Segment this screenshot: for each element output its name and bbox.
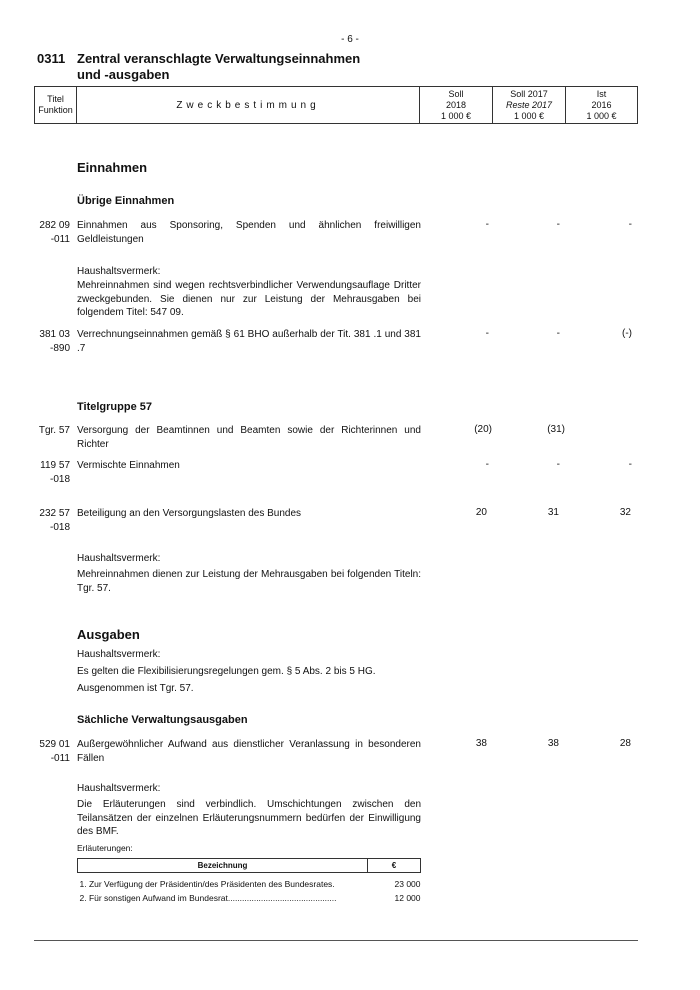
titel-number-line2: -018 (49, 521, 70, 533)
value-ist: - (628, 459, 632, 470)
titel-number-line2: -890 (49, 342, 70, 354)
chapter-number: 0311 (37, 51, 66, 66)
header-soll-year: 2018 (445, 99, 467, 110)
erl-row-value: 23 000 (394, 879, 421, 889)
vermerk-label: Haushaltsvermerk: (77, 783, 161, 794)
titel-number-line1: 232 57 (39, 508, 70, 519)
chapter-title (77, 51, 477, 83)
erl-row-label: 1. Zur Verfügung der Präsidentin/des Präsidenten des Bundesrates. (79, 879, 335, 889)
titel-text: Einnahmen aus Sponsoring, Spenden und ähnlichen freiwilligen Geldleistungen (77, 220, 421, 245)
heading-uebrige-einnahmen: Übrige Einnahmen (77, 195, 175, 207)
header-ist-label: Ist (596, 88, 607, 99)
header-titel: Titel (47, 94, 64, 104)
footer-divider (34, 940, 638, 941)
titelgruppe-text: Versorgung der Beamtinnen und Beamten sowie der Richterinnen und Richter (77, 425, 421, 450)
chapter-title-line1: Zentral veranschlagte Verwaltungseinnahmen (77, 51, 361, 66)
titel-number (20, 459, 70, 486)
header-ist-unit: 1 000 € (586, 110, 617, 121)
header-soll2017-unit: 1 000 € (513, 110, 545, 121)
erl-row-label: 2. Für sonstigen Aufwand im Bundesrat.............................................. (79, 893, 337, 903)
heading-titelgruppe: Titelgruppe 57 (77, 401, 152, 413)
titel-number-line1: 119 57 (40, 460, 70, 471)
value-reste: (31) (547, 424, 565, 435)
erlaeuterungen-table (77, 858, 421, 905)
chapter-title-line2: und -ausgaben (77, 67, 170, 82)
value-soll: - (485, 459, 489, 470)
column-header-table (34, 86, 638, 124)
header-soll-unit: 1 000 € (440, 110, 472, 121)
header-funktion: Funktion (38, 105, 73, 115)
header-soll2017-label: Soll 2017 (510, 88, 548, 99)
vermerk-text: Mehreinnahmen sind wegen rechtsverbindlicher Verwendungsauflage Dritter zweckgebunden. Sie dienen nur zur Leistung der Mehrausgaben bei folgendem Titel: 547 09. (77, 280, 421, 318)
header-titel-funktion (35, 87, 77, 124)
value-reste: 31 (547, 507, 559, 518)
erl-row-value: 12 000 (394, 893, 421, 903)
value-ist: - (628, 219, 632, 230)
titel-text: Vermischte Einnahmen (77, 460, 180, 471)
value-soll: (20) (474, 424, 492, 435)
value-reste: - (556, 219, 560, 230)
header-zweckbestimmung: Zweckbestimmung (77, 87, 420, 124)
header-soll-2017 (493, 87, 566, 124)
titel-number (20, 507, 70, 534)
titel-text: Außergewöhnlicher Aufwand aus dienstlicher Veranlassung in besonderen Fällen (77, 739, 421, 764)
titel-number-line1: 529 01 (39, 739, 70, 750)
value-ist: 32 (619, 507, 631, 518)
value-soll: 20 (475, 507, 487, 518)
header-reste-label: Reste 2017 (505, 99, 553, 110)
value-soll: - (485, 219, 489, 230)
heading-saechliche-verwaltungsausgaben: Sächliche Verwaltungsausgaben (77, 714, 248, 726)
titel-number (20, 738, 70, 765)
heading-einnahmen: Einnahmen (77, 160, 148, 175)
vermerk-label: Haushaltsvermerk: (77, 649, 161, 660)
header-soll-2018 (420, 87, 493, 124)
value-reste: 38 (547, 738, 559, 749)
vermerk-line2: Ausgenommen ist Tgr. 57. (77, 683, 194, 694)
vermerk-line1: Es gelten die Flexibilisierungsregelungen gem. § 5 Abs. 2 bis 5 HG. (77, 666, 376, 677)
value-reste: - (556, 459, 560, 470)
header-ist-2016 (566, 87, 638, 124)
page-number: - 6 - (341, 34, 359, 45)
titel-number-line1: 282 09 (39, 220, 70, 231)
titel-number-line2: -018 (49, 473, 70, 485)
erlaeuterungen-label: Erläuterungen: (77, 843, 133, 853)
value-reste: - (556, 328, 560, 339)
value-ist: (-) (622, 328, 632, 339)
erl-header-euro: € (368, 859, 421, 873)
vermerk-label: Haushaltsvermerk: (77, 266, 161, 277)
vermerk-label: Haushaltsvermerk: (77, 553, 161, 564)
titel-number (20, 328, 70, 355)
table-row (78, 891, 421, 905)
erl-header-bezeichnung: Bezeichnung (78, 859, 368, 873)
titel-text: Verrechnungseinnahmen gemäß § 61 BHO außerhalb der Tit. 381 .1 und 381 .7 (77, 329, 421, 354)
titel-number-line2: -011 (50, 752, 70, 764)
titel-number-line1: 381 03 (39, 329, 70, 340)
titel-text: Beteiligung an den Versorgungslasten des Bundes (77, 508, 302, 519)
value-ist: 28 (619, 738, 631, 749)
header-soll-label: Soll (448, 88, 464, 99)
table-row (78, 877, 421, 891)
header-ist-year: 2016 (591, 99, 612, 110)
titel-number-line2: -011 (50, 233, 70, 245)
vermerk-text: Mehreinnahmen dienen zur Leistung der Mehrausgaben bei folgenden Titeln: Tgr. 57. (77, 569, 421, 594)
titelgruppe-number: Tgr. 57 (38, 425, 70, 436)
titel-number (20, 219, 70, 246)
value-soll: - (485, 328, 489, 339)
vermerk-text: Die Erläuterungen sind verbindlich. Umschichtungen zwischen den Teilansätzen der einzelnen Erläuterungsnummern bedürfen der Einwilligung des BMF. (77, 799, 421, 837)
heading-ausgaben: Ausgaben (77, 627, 140, 642)
value-soll: 38 (475, 738, 487, 749)
